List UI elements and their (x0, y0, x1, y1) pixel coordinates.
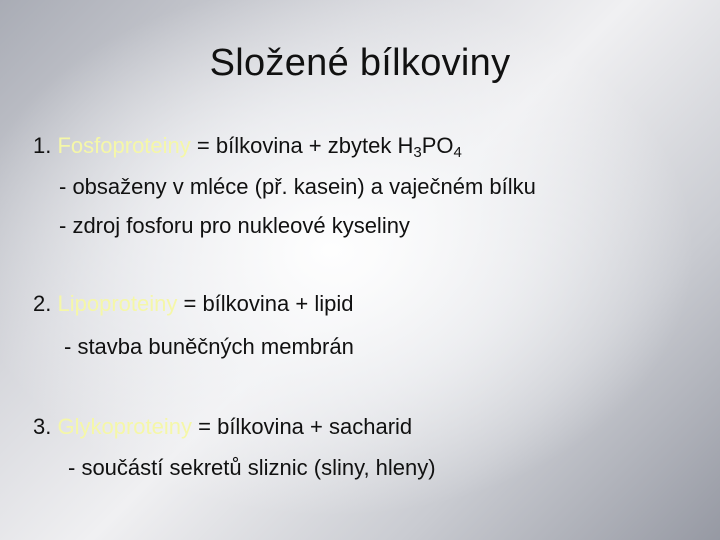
item-1-note-2: - zdroj fosforu pro nukleové kyseliny (59, 213, 410, 238)
item-3-number: 3. (33, 414, 52, 439)
item-2-definition: = bílkovina + lipid (183, 291, 354, 316)
item-2-term: Lipoproteiny (57, 291, 178, 316)
item-3-note-1: - součástí sekretů sliznic (sliny, hleny) (68, 455, 436, 480)
item-3-heading (33, 413, 412, 441)
item-1-note-1: - obsaženy v mléce (př. kasein) a vaječném bílku (59, 174, 536, 199)
item-1-term: Fosfoproteiny (57, 133, 191, 158)
item-1-definition-prefix: = bílkovina + zbytek H (196, 133, 414, 158)
slide-title: Složené bílkoviny (209, 42, 511, 84)
item-1-heading (33, 132, 462, 160)
item-1-subscript-4: 4 (453, 144, 462, 161)
item-1-definition-mid: PO (421, 133, 454, 158)
item-2-heading (33, 290, 353, 318)
item-3-term: Glykoproteiny (57, 414, 192, 439)
item-2-note-1: - stavba buněčných membrán (64, 334, 354, 359)
item-3-definition: = bílkovina + sacharid (198, 414, 413, 439)
item-1-subscript-3: 3 (413, 144, 422, 161)
item-2-number: 2. (33, 291, 52, 316)
item-1-number: 1. (33, 133, 52, 158)
